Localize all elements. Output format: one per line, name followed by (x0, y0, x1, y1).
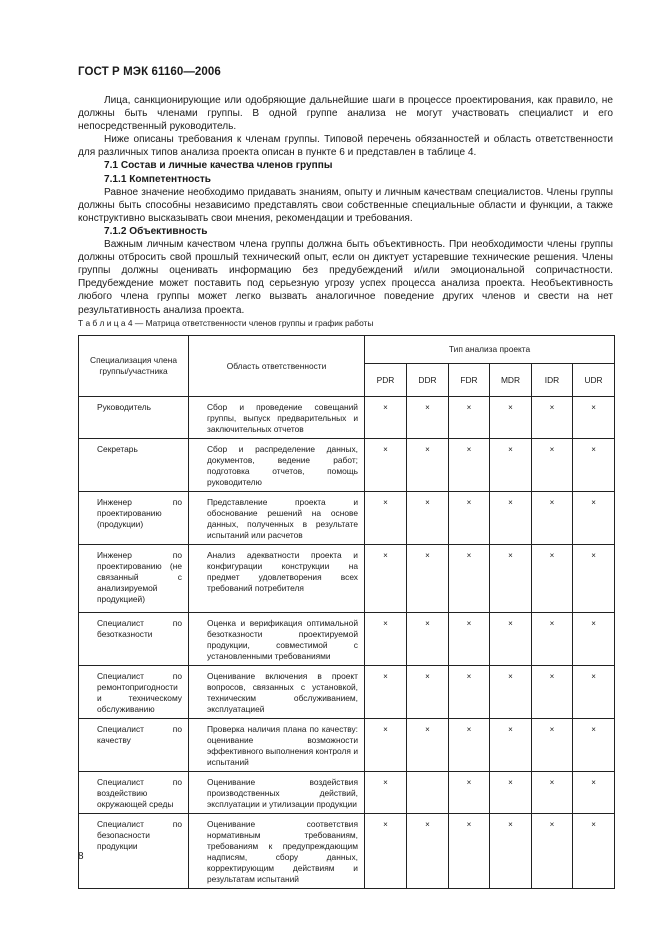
mark-cell-ddr: × (407, 545, 449, 613)
mark-cell-fdr: × (449, 772, 490, 814)
mark-cell-udr: × (573, 492, 615, 545)
table-row (79, 545, 615, 613)
specialization-cell: Инженер по проектированию (не связанный с анализируемой продукцией) (79, 545, 189, 613)
review-type-mdr: MDR (490, 364, 532, 397)
specialization-cell: Инженер по проектированию (продукции) (79, 492, 189, 545)
paragraph: Лица, санкционирующие или одобряющие дальнейшие шаги в процессе проектирования, как правило, не должны быть членами группы. В одной группе анализа не могут участвовать специалист и его непосредственный руководитель. (78, 95, 613, 133)
table-row (79, 814, 615, 889)
specialization-cell: Специалист по безотказности (79, 613, 189, 666)
subsection-heading: 7.1.1 Компетентность (104, 173, 211, 185)
mark-cell-mdr: × (490, 613, 532, 666)
specialization-cell: Специалист по ремонтопригодности и техническому обслуживанию (79, 666, 189, 719)
specialization-cell: Секретарь (79, 439, 189, 492)
mark-cell-udr: × (573, 439, 615, 492)
mark-cell-mdr: × (490, 439, 532, 492)
review-type-pdr: PDR (365, 364, 407, 397)
subsection-heading: 7.1.2 Объективность (104, 225, 208, 237)
mark-cell-fdr: × (449, 492, 490, 545)
section-heading: 7.1 Состав и личные качества членов группы (104, 160, 333, 172)
paragraph: Равное значение необходимо придавать знаниям, опыту и личным качествам специалистов. Члены группы должны быть способны независимо представлять свои собственные специальные области и функции, а также конструктивно высказывать свои мнения, рекомендации и требования. (78, 186, 613, 224)
mark-cell-ddr: × (407, 814, 449, 889)
mark-cell-idr: × (532, 545, 573, 613)
mark-cell-fdr: × (449, 719, 490, 772)
responsibility-cell: Оценка и верификация оптимальной безотказности проектируемой продукции, совместимой с установленными требованиями (189, 613, 365, 666)
mark-cell-udr: × (573, 719, 615, 772)
mark-cell-idr: × (532, 719, 573, 772)
mark-cell-fdr: × (449, 439, 490, 492)
mark-cell-udr: × (573, 545, 615, 613)
mark-cell-fdr: × (449, 397, 490, 439)
specialization-cell: Специалист по качеству (79, 719, 189, 772)
paragraph: Ниже описаны требования к членам группы. Типовой перечень обязанностей и область ответственности для различных типов анализа проекта описан в пункте 6 и представлен в таблице 4. (78, 134, 613, 159)
table-header-row (79, 336, 615, 364)
specialization-cell: Руководитель (79, 397, 189, 439)
responsibility-cell: Анализ адекватности проекта и конфигурации конструкции на предмет удовлетворения всех требований потребителя (189, 545, 365, 613)
responsibility-cell: Оценивание соответствия нормативным требованиям, требованиям к предупреждающим надписям, сбору данных, корректирующим действиям и результатам испытаний (189, 814, 365, 889)
standard-title: ГОСТ Р МЭК 61160—2006 (78, 66, 221, 78)
mark-cell-udr: × (573, 397, 615, 439)
table-caption (78, 318, 618, 328)
mark-cell-idr: × (532, 439, 573, 492)
mark-cell-fdr: × (449, 545, 490, 613)
responsibility-cell: Оценивание включения в проект вопросов, связанных с установкой, техническим обслуживанием, эксплуатацией (189, 666, 365, 719)
table-row (79, 439, 615, 492)
column-header-review-type: Тип анализа проекта (365, 336, 615, 364)
column-header-responsibility: Область ответственности (189, 336, 365, 397)
mark-cell-udr: × (573, 772, 615, 814)
responsibility-cell: Сбор и распределение данных, документов, ведение работ; подготовка отчетов, помощь руководителю (189, 439, 365, 492)
mark-cell-pdr: × (365, 772, 407, 814)
mark-cell-mdr: × (490, 772, 532, 814)
mark-cell-pdr: × (365, 666, 407, 719)
mark-cell-fdr: × (449, 666, 490, 719)
responsibility-matrix-table (78, 335, 615, 889)
table-row (79, 666, 615, 719)
responsibility-cell: Оценивание воздействия производственных действий, эксплуатации и утилизации продукции (189, 772, 365, 814)
mark-cell-idr: × (532, 613, 573, 666)
mark-cell-mdr: × (490, 397, 532, 439)
mark-cell-pdr: × (365, 397, 407, 439)
mark-cell-idr: × (532, 772, 573, 814)
mark-cell-pdr: × (365, 814, 407, 889)
mark-cell-pdr: × (365, 719, 407, 772)
mark-cell-idr: × (532, 814, 573, 889)
mark-cell-fdr: × (449, 814, 490, 889)
responsibility-cell: Проверка наличия плана по качеству: оценивание возможности эффективного выполнения контроля и испытаний (189, 719, 365, 772)
paragraph: Важным личным качеством члена группы должна быть объективность. При необходимости члены группы должны отбросить свой прошлый технический опыт, если он диктует устаревшие технические решения. Члены группы должны оценивать информацию без предубеждений и/или эмоциональной сопричастности. Предубеждение может поставить под серьезную угрозу успех процесса анализа проекта. Необъективность любого члена группы может легко вызвать аналогичное поведение других членов и свести на нет результативность анализа проекта. (78, 239, 613, 316)
table-row (79, 719, 615, 772)
mark-cell-idr: × (532, 492, 573, 545)
mark-cell-mdr: × (490, 492, 532, 545)
specialization-cell: Специалист по безопасности продукции (79, 814, 189, 889)
mark-cell-udr: × (573, 613, 615, 666)
mark-cell-mdr: × (490, 666, 532, 719)
table-row (79, 613, 615, 666)
mark-cell-mdr: × (490, 719, 532, 772)
mark-cell-pdr: × (365, 613, 407, 666)
mark-cell-udr: × (573, 666, 615, 719)
mark-cell-ddr: × (407, 397, 449, 439)
mark-cell-ddr: × (407, 719, 449, 772)
review-type-ddr: DDR (407, 364, 449, 397)
mark-cell-mdr: × (490, 545, 532, 613)
table-body (79, 397, 615, 889)
review-type-fdr: FDR (449, 364, 490, 397)
review-type-idr: IDR (532, 364, 573, 397)
review-type-udr: UDR (573, 364, 615, 397)
body-text (78, 94, 613, 317)
table-row (79, 772, 615, 814)
mark-cell-udr: × (573, 814, 615, 889)
mark-cell-ddr: × (407, 492, 449, 545)
mark-cell-idr: × (532, 666, 573, 719)
responsibility-cell: Представление проекта и обоснование решений на основе данных, полученных в результате испытаний или расчетов (189, 492, 365, 545)
mark-cell-ddr: × (407, 613, 449, 666)
mark-cell-pdr: × (365, 492, 407, 545)
table-row (79, 397, 615, 439)
mark-cell-idr: × (532, 397, 573, 439)
table-row (79, 492, 615, 545)
mark-cell-ddr (407, 772, 449, 814)
column-header-specialization: Специализация члена группы/участника (79, 336, 189, 397)
mark-cell-mdr: × (490, 814, 532, 889)
page-number: 8 (78, 851, 84, 862)
mark-cell-ddr: × (407, 439, 449, 492)
mark-cell-ddr: × (407, 666, 449, 719)
responsibility-cell: Сбор и проведение совещаний группы, выпуск предварительных и заключительных отчетов (189, 397, 365, 439)
specialization-cell: Специалист по воздействию окружающей среды (79, 772, 189, 814)
mark-cell-pdr: × (365, 545, 407, 613)
table-caption-label: Т а б л и ц а 4 (78, 318, 133, 328)
mark-cell-fdr: × (449, 613, 490, 666)
mark-cell-pdr: × (365, 439, 407, 492)
table-caption-text: — Матрица ответственности членов группы и график работы (132, 318, 374, 328)
